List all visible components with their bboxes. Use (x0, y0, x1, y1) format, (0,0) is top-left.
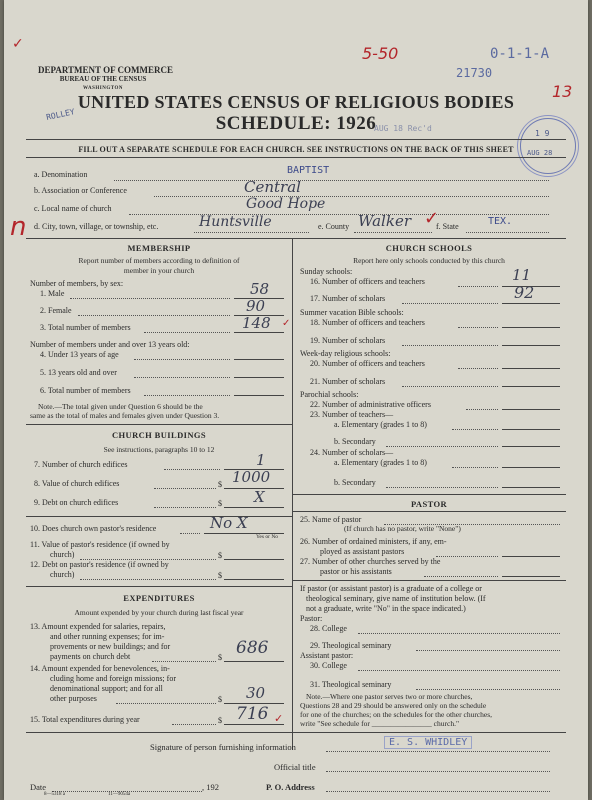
q2-label: 2. Female (40, 306, 72, 315)
q1-value[interactable]: 58 (250, 280, 270, 298)
q17-leader (402, 303, 498, 304)
association-value[interactable]: Central (244, 178, 301, 196)
form-code: 0-1-1-A (490, 46, 550, 62)
q14-value[interactable]: 30 (246, 684, 266, 702)
q7-label: 7. Number of church edifices (34, 460, 128, 469)
q23b-label: b. Secondary (334, 437, 376, 446)
denomination-label: a. Denomination (34, 170, 88, 179)
q17-value[interactable]: 92 (514, 283, 535, 302)
vacation-schools-label: Summer vacation Bible schools: (300, 308, 404, 317)
city-label: d. City, town, village, or township, etc. (34, 222, 159, 231)
sunday-schools-label: Sunday schools: (300, 267, 353, 276)
pastor-sub-label: Pastor: (300, 614, 323, 623)
q9-line (224, 507, 284, 508)
graduate-rule (292, 580, 566, 581)
q27-line (502, 576, 560, 577)
q9-dollar: $ (218, 499, 222, 508)
graduate-note-2: theological seminary, give name of institution below. (If (306, 594, 486, 603)
q19-label: 19. Number of scholars (310, 336, 386, 345)
denomination-line (114, 180, 549, 181)
q9-value[interactable]: X (254, 488, 265, 506)
pastor-note-3: for one of the churches; on the schedules for the other churches, (300, 710, 493, 719)
q18-label: 18. Number of officers and teachers (310, 318, 425, 327)
q18-leader (458, 327, 498, 328)
q23a-leader (452, 429, 498, 430)
assistant-pastor-label: Assistant pastor: (300, 651, 354, 660)
bureau-name: BUREAU OF THE CENSUS (59, 75, 147, 83)
q30-label: 30. College (310, 661, 347, 670)
q21-leader (402, 386, 498, 387)
census-schedule-page (4, 0, 588, 800)
expenditures-intro: Amount expended by your church during last fiscal year (74, 608, 244, 617)
q7-leader (164, 469, 220, 470)
q5-line (234, 377, 284, 378)
q27-label-1: 27. Number of other churches served by the (300, 557, 441, 566)
signature-label: Signature of person furnishing information (150, 742, 296, 752)
city-value[interactable]: Huntsville (199, 214, 272, 230)
pastor-note-2: Questions 28 and 29 should be answered only on the schedule (300, 701, 487, 710)
q6-line (234, 395, 284, 396)
q3-line (234, 332, 284, 333)
date-label: Date (30, 782, 47, 792)
table-top-rule (26, 238, 566, 239)
membership-note-2: same as the total of males and females given under Question 3. (30, 411, 220, 420)
q13-label-3: provements or new buildings; and for (50, 642, 171, 651)
q26-leader (436, 556, 498, 557)
weekday-schools-label: Week-day religious schools: (300, 349, 391, 358)
q16-label: 16. Number of officers and teachers (310, 277, 425, 286)
department-name: DEPARTMENT OF COMMERCE (38, 65, 174, 75)
q21-label: 21. Number of scholars (310, 377, 386, 386)
buildings-rule (26, 424, 292, 425)
q10-rule (26, 516, 292, 517)
q8-dollar: $ (218, 480, 222, 489)
q20-label: 20. Number of officers and teachers (310, 359, 425, 368)
pastor-note-4: write "See schedule for ________________ church." (300, 719, 460, 728)
q22-line (502, 409, 560, 410)
red-check-mark: ✓ (12, 36, 24, 52)
q4-leader (134, 359, 230, 360)
q29-line (416, 650, 560, 651)
seal-date: AUG 28 (527, 149, 553, 157)
received-stamp: AUG 18 Rec'd (374, 124, 432, 133)
q12-line (224, 579, 284, 580)
q12-dollar: $ (218, 571, 222, 580)
q29-label: 29. Theological seminary (310, 641, 392, 650)
membership-note-1: Note.—The total given under Question 6 should be the (38, 402, 203, 411)
q14-label-1: 14. Amount expended for benevolences, in- (30, 664, 170, 673)
q5-leader (134, 377, 230, 378)
q13-label-4: payments on church debt (50, 652, 131, 661)
buildings-heading: CHURCH BUILDINGS (111, 430, 206, 440)
red-check-q15: ✓ (274, 712, 284, 725)
q10-leader (180, 533, 200, 534)
instructions-line: FILL OUT A SEPARATE SCHEDULE FOR EACH CHURCH. SEE INSTRUCTIONS ON THE BACK OF THIS SHEET (78, 145, 514, 154)
expenditures-heading: EXPENDITURES (123, 593, 195, 603)
q22-label: 22. Number of administrative officers (310, 400, 431, 409)
schedule-title: SCHEDULE: 1926 (215, 113, 377, 134)
pastor-rule-2 (292, 511, 566, 512)
q23a-label: a. Elementary (grades 1 to 8) (334, 420, 427, 429)
red-code: 5-50 (362, 44, 399, 63)
members-by-sex-label: Number of members, by sex: (30, 279, 124, 288)
q14-leader (116, 703, 216, 704)
q24b-line (502, 487, 560, 488)
q10-value[interactable]: No X (210, 514, 248, 532)
official-title-line (326, 771, 550, 772)
q4-line (234, 359, 284, 360)
q31-label: 31. Theological seminary (310, 680, 392, 689)
red-corner-number: 13 (552, 82, 573, 101)
instructions-rule-top (26, 139, 566, 140)
membership-intro-1: Report number of members according to definition of (78, 256, 240, 265)
q24b-label: b. Secondary (334, 478, 376, 487)
q27-leader (424, 576, 498, 577)
q14-label-2: cluding home and foreign missions; for (50, 674, 176, 683)
q19-line (502, 345, 560, 346)
local-name-label: c. Local name of church (34, 204, 112, 213)
county-line (354, 232, 432, 233)
q25-label: 25. Name of pastor (300, 515, 362, 524)
q15-dollar: $ (218, 716, 222, 725)
rolley-stamp: ROLLEY (45, 107, 76, 122)
q11-line (224, 559, 284, 560)
q24a-line (502, 467, 560, 468)
date-year: , 192 (202, 782, 219, 792)
q23a-line (502, 429, 560, 430)
q15-value[interactable]: 716 (236, 704, 269, 724)
department-block (38, 65, 174, 93)
schools-intro: Report here only schools conducted by this church (353, 256, 505, 265)
instructions-rule-bottom (26, 157, 566, 158)
q14-label-4: other purposes (50, 694, 97, 703)
q6-label: 6. Total number of members (40, 386, 131, 395)
q21-line (502, 386, 560, 387)
q14-label-3: denominational support; and for all (50, 684, 163, 693)
q16-value[interactable]: 11 (512, 266, 532, 284)
signature-value[interactable]: E. S. WHIDLEY (384, 736, 472, 749)
q18-line (502, 327, 560, 328)
state-line (466, 232, 549, 233)
q3-leader (144, 332, 230, 333)
city-line (194, 232, 309, 233)
county-label: e. County (318, 222, 350, 231)
signature-line (326, 751, 550, 752)
q2-value[interactable]: 90 (246, 297, 266, 315)
q3-label: 3. Total number of members (40, 323, 131, 332)
q13-line (224, 661, 284, 662)
q26-label-1: 26. Number of ordained ministers, if any, em- (300, 537, 447, 546)
q8-leader (154, 488, 216, 489)
q10-label: 10. Does church own pastor's residence (30, 524, 157, 533)
q5-label: 5. 13 years old and over (40, 368, 117, 377)
q12-label-2: church) (50, 570, 75, 579)
q8-value[interactable]: 1000 (232, 468, 271, 486)
expenditures-rule (26, 586, 292, 587)
schools-heading: CHURCH SCHOOLS (385, 243, 473, 253)
q25-note: (If church has no pastor, write "None") (344, 524, 461, 533)
q4-label: 4. Under 13 years of age (40, 350, 119, 359)
q24a-label: a. Elementary (grades 1 to 8) (334, 458, 427, 467)
q17-label: 17. Number of scholars (310, 294, 386, 303)
q15-label: 15. Total expenditures during year (30, 715, 140, 724)
q16-leader (458, 286, 498, 287)
q23b-leader (386, 446, 498, 447)
q26-label-2: ployed as assistant pastors (320, 547, 405, 556)
serial-number: 21730 (456, 66, 493, 80)
official-title-label: Official title (274, 762, 316, 772)
q8-label: 8. Value of church edifices (34, 479, 120, 488)
parochial-schools-label: Parochial schools: (300, 390, 359, 399)
form-print-code-2: 11—9054a (108, 792, 131, 797)
po-address-label: P. O. Address (266, 782, 315, 792)
q13-leader (152, 661, 216, 662)
pastor-heading: PASTOR (410, 499, 448, 509)
q24b-leader (386, 487, 498, 488)
q13-value[interactable]: 686 (236, 638, 269, 658)
yes-no-hint: Yes or No (256, 534, 279, 540)
po-address-line (326, 791, 550, 792)
membership-intro-2: member in your church (123, 266, 195, 275)
q1-label: 1. Male (40, 289, 65, 298)
buildings-intro: See instructions, paragraphs 10 to 12 (103, 445, 215, 454)
q31-line (416, 689, 560, 690)
q14-dollar: $ (218, 695, 222, 704)
q13-label-1: 13. Amount expended for salaries, repairs, (30, 622, 166, 631)
q28-label: 28. College (310, 624, 347, 633)
pastor-rule (292, 494, 566, 495)
q11-label-2: church) (50, 550, 75, 559)
q1-leader (70, 298, 230, 299)
local-name-line (129, 214, 549, 215)
q2-leader (78, 315, 230, 316)
q13-label-2: and other running expenses; for im- (50, 632, 165, 641)
denomination-value[interactable]: BAPTIST (287, 165, 330, 176)
association-label: b. Association or Conference (34, 186, 127, 195)
q28-line (358, 633, 560, 634)
q7-value[interactable]: 1 (256, 451, 266, 469)
q24-label: 24. Number of scholars— (310, 448, 394, 457)
q19-leader (402, 345, 498, 346)
bureau-city: WASHINGTON (83, 86, 123, 91)
form-title: UNITED STATES CENSUS OF RELIGIOUS BODIES (77, 92, 515, 112)
q11-dollar: $ (218, 551, 222, 560)
red-check-q3: ✓ (282, 318, 291, 329)
q12-leader (80, 579, 216, 580)
local-name-value[interactable]: Good Hope (246, 196, 326, 212)
q22-leader (466, 409, 498, 410)
state-value[interactable]: TEX. (488, 216, 513, 227)
age-heading: Number of members under and over 13 years old: (30, 340, 190, 349)
association-line (154, 196, 549, 197)
q23-label: 23. Number of teachers— (310, 410, 394, 419)
q13-dollar: $ (218, 653, 222, 662)
q30-line (358, 670, 560, 671)
red-check-county: ✓ (424, 208, 440, 229)
q17-line (502, 303, 560, 304)
graduate-note-1: If pastor (or assistant pastor) is a graduate of a college or (300, 584, 482, 593)
county-value[interactable]: Walker (358, 212, 411, 230)
q9-label: 9. Debt on church edifices (34, 498, 119, 507)
q3-value[interactable]: 148 (242, 314, 271, 332)
form-print-code-1: 8—5318 a (44, 792, 65, 797)
q27-label-2: pastor or his assistants (320, 567, 392, 576)
q11-label-1: 11. Value of pastor's residence (if owned by (30, 540, 170, 549)
red-n-mark: n (10, 212, 27, 242)
q15-leader (172, 724, 216, 725)
q20-line (502, 368, 560, 369)
q26-line (502, 556, 560, 557)
q23b-line (502, 446, 560, 447)
seal-day: 1 9 (535, 129, 550, 138)
table-bottom-rule (26, 732, 566, 733)
pastor-note-1: Note.—Where one pastor serves two or more churches, (306, 692, 473, 701)
q9-leader (154, 507, 216, 508)
state-label: f. State (436, 222, 459, 231)
q6-leader (144, 395, 230, 396)
q24a-leader (452, 467, 498, 468)
q12-label-1: 12. Debt on pastor's residence (if owned by (30, 560, 169, 569)
q20-leader (458, 368, 498, 369)
graduate-note-3: not a graduate, write "No" in the space indicated.) (306, 604, 466, 613)
membership-heading: MEMBERSHIP (127, 243, 191, 253)
